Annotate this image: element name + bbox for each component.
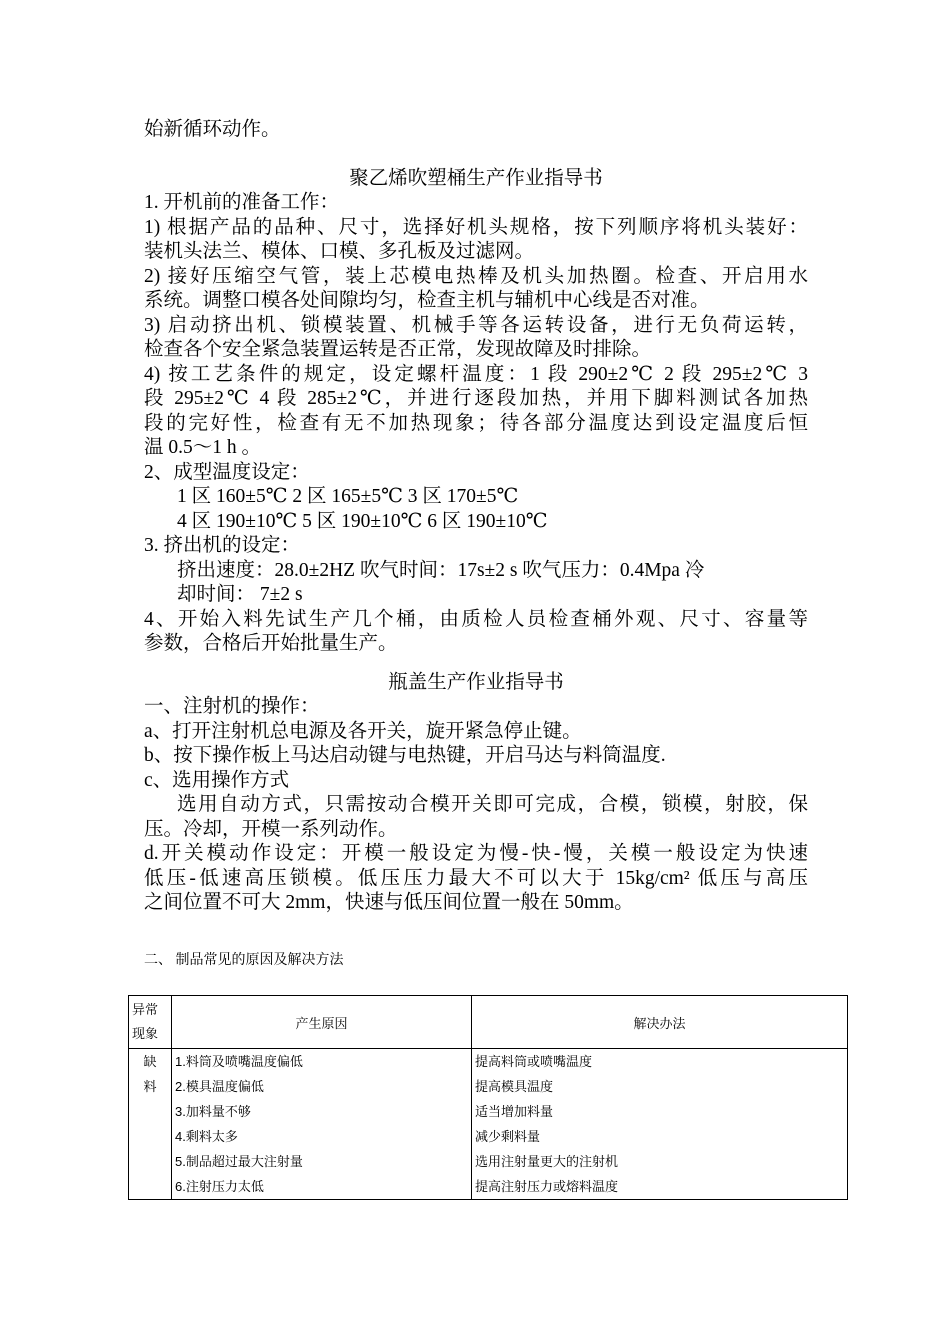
causes-cell <box>172 1049 472 1200</box>
solutions-cell <box>472 1049 848 1200</box>
s2-line: d.开关模动作设定：开模一般设定为慢-快-慢，关模一般设定为快速 <box>144 843 808 864</box>
s1-line: 段的完好性，检查有无不加热现象；待各部分温度达到设定温度后恒 <box>144 412 808 434</box>
section2-title: 瓶盖生产作业指导书 <box>388 671 564 693</box>
section1-title: 聚乙烯吹塑桶生产作业指导书 <box>349 167 603 189</box>
s2-line: 一、注射机的操作： <box>144 696 320 717</box>
s1-line: 装机头法兰、模体、口模、多孔板及过滤网。 <box>144 241 535 262</box>
s1-line: 2、成型温度设定： <box>144 461 310 483</box>
s1-line: 1) 根据产品的品种、尺寸，选择好机头规格，按下列顺序将机头装好： <box>144 216 808 238</box>
cause-item: 2.模具温度偏低 <box>175 1079 264 1094</box>
solution-item: 减少剩料量 <box>475 1129 541 1144</box>
s1-line: 1 区 160±5℃ 2 区 165±5℃ 3 区 170±5℃ <box>177 486 519 507</box>
solution-item: 提高注射压力或熔料温度 <box>475 1179 619 1194</box>
s2-line: 低压-低速高压锁模。低压压力最大不可以大于 15kg/cm² 低压与高压 <box>144 867 808 889</box>
s2-line: a、打开注射机总电源及各开关，旋开紧急停止键。 <box>144 720 582 742</box>
defects-table <box>128 995 848 1200</box>
s1-line: 挤出速度：28.0±2HZ 吹气时间：17s±2 s 吹气压力：0.4Mpa 冷 <box>177 559 705 581</box>
s1-line: 4) 按工艺条件的规定，设定螺杆温度：1 段 290±2℃ 2 段 295±2℃ 3 <box>144 363 808 385</box>
s1-line: 4、开始入料先试生产几个桶，由质检人员检查桶外观、尺寸、容量等 <box>144 608 808 630</box>
s2-line: b、按下操作板上马达启动键与电热键，开启马达与料筒温度. <box>144 745 666 766</box>
cause-item: 1.料筒及喷嘴温度偏低 <box>175 1054 303 1069</box>
s1-line: 1. 开机前的准备工作： <box>144 192 340 213</box>
header-solution: 解决办法 <box>472 996 848 1049</box>
header-cause: 产生原因 <box>172 996 472 1049</box>
s1-line: 3. 挤出机的设定： <box>144 535 301 556</box>
solution-item: 适当增加料量 <box>475 1104 554 1119</box>
cause-item: 5.制品超过最大注射量 <box>175 1154 303 1169</box>
table-title: 二、 制品常见的原因及解决方法 <box>144 952 344 968</box>
table-row <box>129 1049 848 1200</box>
s1-line: 2) 接好压缩空气管，装上芯模电热棒及机头加热圈。检查、开启用水 <box>144 265 808 287</box>
s2-line: c、选用操作方式 <box>144 769 290 791</box>
s1-line: 却时间： 7±2 s <box>177 584 303 605</box>
s1-line: 温 0.5～1 h 。 <box>144 437 262 458</box>
cause-item: 3.加料量不够 <box>175 1104 251 1119</box>
cause-item: 4.剩料太多 <box>175 1129 238 1144</box>
solution-item: 选用注射量更大的注射机 <box>475 1154 619 1169</box>
s2-line: 压。冷却，开模一系列动作。 <box>144 818 398 840</box>
table-header-row <box>129 996 848 1049</box>
solution-item: 提高模具温度 <box>475 1079 554 1094</box>
s1-line: 3) 启动挤出机、锁模装置、机械手等各运转设备，进行无负荷运转， <box>144 314 808 336</box>
s1-line: 段 295±2℃ 4 段 285±2℃，并进行逐段加热，并用下脚料测试各加热 <box>144 388 808 409</box>
s2-line: 选用自动方式，只需按动合模开关即可完成，合模，锁模，射胶，保 <box>177 794 808 815</box>
s2-line: 之间位置不可大 2mm，快速与低压间位置一般在 50mm。 <box>144 892 634 913</box>
s1-line: 参数，合格后开始批量生产。 <box>144 633 398 654</box>
s1-line: 4 区 190±10℃ 5 区 190±10℃ 6 区 190±10℃ <box>177 510 548 532</box>
solution-item: 提高料筒或喷嘴温度 <box>475 1054 593 1069</box>
document-body <box>144 118 808 970</box>
continuation-line: 始新循环动作。 <box>144 119 281 140</box>
s1-line: 检查各个安全紧急装置运转是否正常，发现故障及时排除。 <box>144 339 652 360</box>
s1-line: 系统。调整口模各处间隙均匀，检查主机与辅机中心线是否对准。 <box>144 290 710 311</box>
cause-item: 6.注射压力太低 <box>175 1179 264 1194</box>
header-abnormal: 异常 现象 <box>129 996 172 1049</box>
category-cell: 缺 料 <box>129 1049 172 1200</box>
